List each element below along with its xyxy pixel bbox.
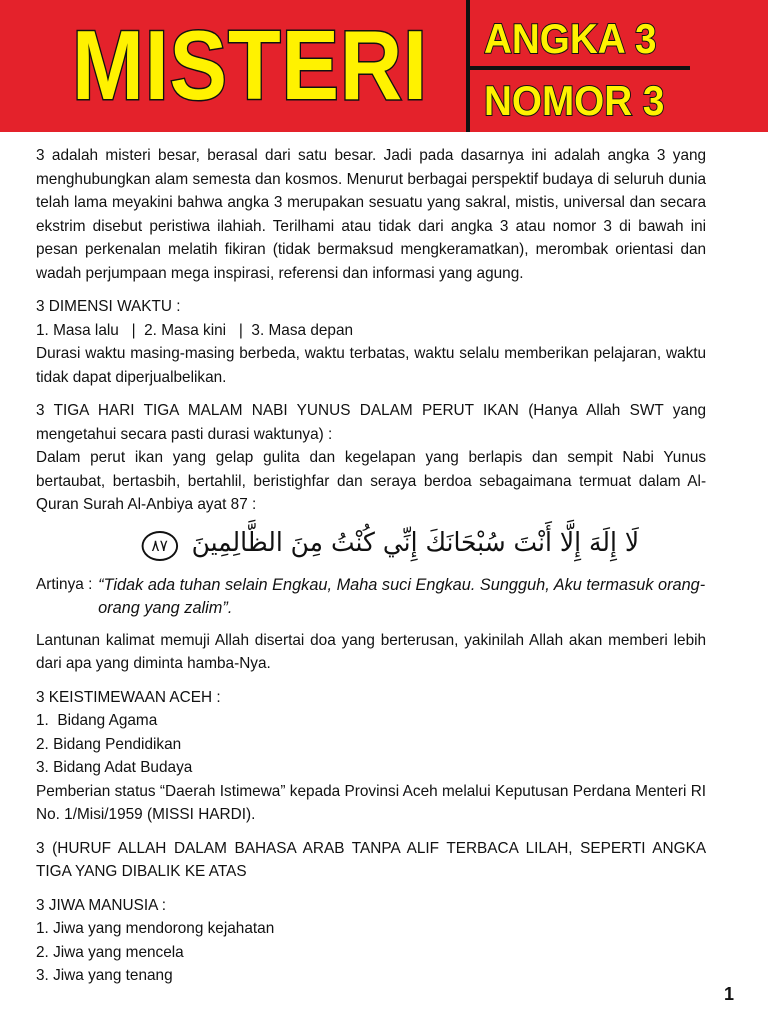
page-title: MISTERI [72, 10, 428, 120]
section-heading: 3 KEISTIMEWAAN ACEH : [36, 688, 221, 706]
subtitle-angka: ANGKA 3 [484, 15, 657, 62]
section-jiwa [36, 894, 706, 988]
translation [36, 573, 706, 619]
list-item: 2. Bidang Pendidikan [36, 735, 182, 753]
list-item: 1. Bidang Agama [36, 712, 158, 729]
header-banner [0, 0, 768, 132]
section-heading: 3 JIWA MANUSIA : [36, 896, 167, 914]
section-waktu [36, 295, 706, 389]
ayah-number-mark: ٨٧ [141, 531, 177, 561]
section-heading: 3 DIMENSI WAKTU : [36, 298, 181, 315]
intro-paragraph: 3 adalah misteri besar, berasal dari satu besar. Jadi pada dasarnya ini adalah angka 3 yang menghubungkan alam semesta dan kosmos. Menurut berbagai perspektif budaya di seluruh dunia telah lama meyakini bahwa angka 3 merupakan sesuatu yang sakral, mistis, universal dan secara ekstrim disebut peristiwa ilahiah. Terilhami atau tidak dari angka 3 atau nomor 3 di bawah ini pesan perkenalan melatih fikiran (tidak bermaksud mengkeramatkan), merombak orientasi dan wadah perjumpaan mega inspirasi, referensi dan informasi yang agung. [36, 147, 707, 282]
section-description: Pemberian status “Daerah Istimewa” kepada Provinsi Aceh melalui Keputusan Perdana Menteri RI No. 1/Misi/1959 (MISSI HARDI). [36, 782, 707, 823]
section-heading: 3 TIGA HARI TIGA MALAM NABI YUNUS DALAM PERUT IKAN (Hanya Allah SWT yang mengetahui secara pasti durasi waktunya) : [36, 402, 707, 443]
article-body [36, 144, 706, 998]
list-item: 3. Bidang Adat Budaya [36, 759, 193, 776]
header-horizontal-divider [466, 66, 690, 70]
page-number: 1 [724, 984, 735, 1004]
section-yunus [36, 399, 706, 517]
arabic-verse [74, 527, 706, 561]
yunus-closing: Lantunan kalimat memuji Allah disertai doa yang berterusan, yakinilah Allah akan memberi lebih dari apa yang diminta hamba-Nya. [36, 631, 707, 672]
section-aceh [36, 686, 706, 827]
list-item: 1. Masa lalu | 2. Masa kini | 3. Masa depan [36, 321, 354, 339]
list-item: 1. Jiwa yang mendorong kejahatan [36, 920, 275, 937]
section-description: Durasi waktu masing-masing berbeda, waktu terbatas, waktu selalu memberikan pelajaran, waktu tidak dapat diperjualbelikan. [36, 345, 707, 386]
translation-text: “Tidak ada tuhan selain Engkau, Maha suci Engkau. Sungguh, Aku termasuk orang-orang yang zalim”. [98, 574, 706, 617]
subtitle-nomor: NOMOR 3 [484, 77, 665, 124]
section-huruf: 3 (HURUF ALLAH DALAM BAHASA ARAB TANPA ALIF TERBACA LILAH, SEPERTI ANGKA TIGA YANG DIBALIK KE ATAS [36, 839, 707, 880]
list-item: 2. Jiwa yang mencela [36, 943, 184, 961]
translation-label: Artinya : [36, 575, 93, 593]
list-item: 3. Jiwa yang tenang [36, 967, 173, 984]
arabic-text: لَا إِلَهَ إِلَّا أَنْتَ سُبْحَانَكَ إِنِّي كُنْتُ مِنَ الظَّالِمِينَ [191, 527, 640, 558]
section-description: Dalam perut ikan yang gelap gulita dan kegelapan yang berlapis dan sempit Nabi Yunus bertaubat, bertasbih, bertahlil, beristighfar dan seraya berdoa sebagaimana termuat dalam Al-Quran Surah Al-Anbiya ayat 87 : [36, 449, 707, 513]
